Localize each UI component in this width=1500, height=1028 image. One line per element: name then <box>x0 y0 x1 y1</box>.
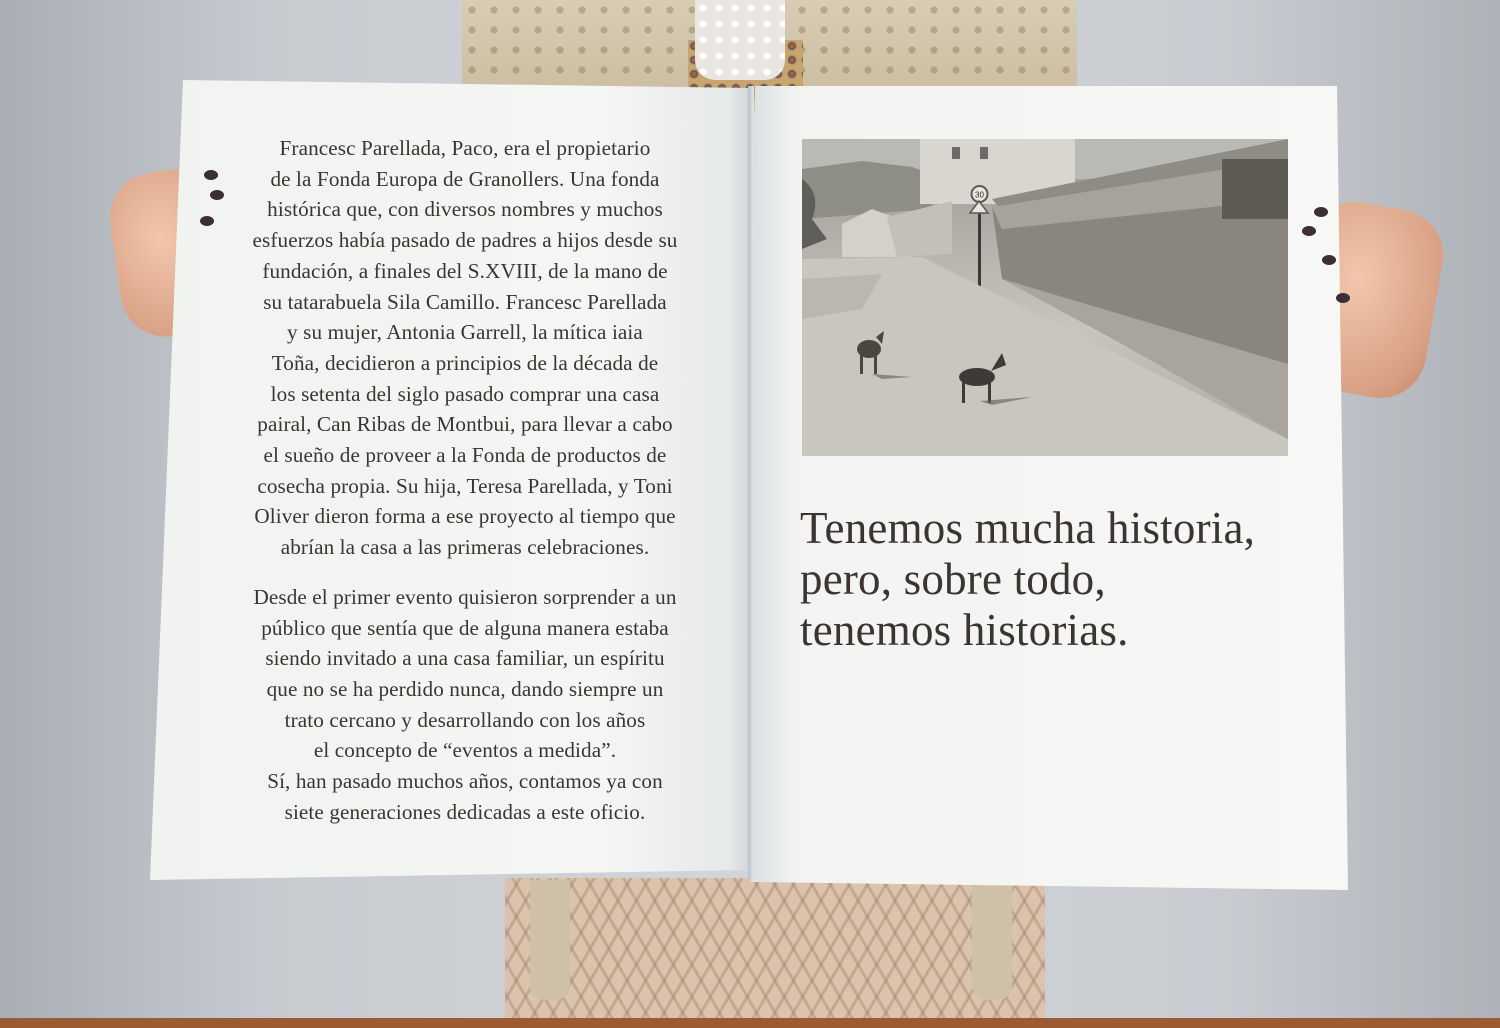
text-line: pairal, Can Ribas de Montbui, para llevar a cabo <box>257 412 673 437</box>
text-line: Desde el primer evento quisieron sorprender a un <box>253 584 677 609</box>
paragraph-1 <box>205 133 725 563</box>
text-line: fundación, a finales del S.XVIII, de la mano de <box>262 258 668 283</box>
fingernail <box>1302 226 1316 236</box>
left-page-text <box>205 133 725 827</box>
headline <box>800 503 1320 656</box>
text-line: histórica que, con diversos nombres y muchos <box>267 197 663 222</box>
lace-top <box>695 0 785 80</box>
trouser-strap-right <box>972 880 1012 1000</box>
fingernail <box>1336 293 1350 303</box>
headline-line: tenemos historias. <box>800 605 1129 655</box>
text-line: Francesc Parellada, Paco, era el propietario <box>279 136 651 160</box>
village-road-photo <box>802 139 1288 456</box>
text-line: Oliver dieron forma a ese proyecto al tiempo que <box>254 504 676 529</box>
speed-sign-text: 30 <box>975 190 984 200</box>
text-line: siendo invitado a una casa familiar, un espíritu <box>265 646 665 671</box>
text-line: y su mujer, Antonia Garrell, la mítica iaia <box>287 320 643 345</box>
text-line: de la Fonda Europa de Granollers. Una fonda <box>270 166 660 191</box>
text-line: trato cercano y desarrollando con los años <box>284 707 646 732</box>
headline-line: Tenemos mucha historia, <box>800 503 1256 553</box>
knit-trousers <box>505 878 1045 1028</box>
text-line: siete generaciones dedicadas a este oficio. <box>284 799 646 824</box>
text-line: el sueño de proveer a la Fonda de productos de <box>263 443 667 468</box>
text-line: Sí, han pasado muchos años, contamos ya con <box>267 769 663 794</box>
text-line: los setenta del siglo pasado comprar una casa <box>270 381 660 406</box>
floor-strip <box>0 1018 1500 1028</box>
text-line: Toña, decidieron a principios de la década de <box>271 350 659 375</box>
text-line: esfuerzos había pasado de padres a hijos desde su <box>252 228 678 253</box>
text-line: el concepto de “eventos a medida”. <box>313 738 617 763</box>
fingernail <box>1314 207 1328 217</box>
booklet-spine <box>748 86 754 881</box>
text-line: abrían la casa a las primeras celebraciones. <box>280 535 650 560</box>
text-line: público que sentía que de alguna manera estaba <box>261 615 669 640</box>
text-line: cosecha propia. Su hija, Teresa Parellada, y Toni <box>257 473 673 498</box>
paragraph-2 <box>205 582 725 828</box>
trouser-strap-left <box>530 880 570 1000</box>
text-line: que no se ha perdido nunca, dando siempre un <box>266 676 664 701</box>
headline-line: pero, sobre todo, <box>800 554 1106 604</box>
photo-illustration <box>802 139 1288 456</box>
fingernail <box>1322 255 1336 265</box>
text-line: su tatarabuela Sila Camillo. Francesc Parellada <box>263 289 667 314</box>
